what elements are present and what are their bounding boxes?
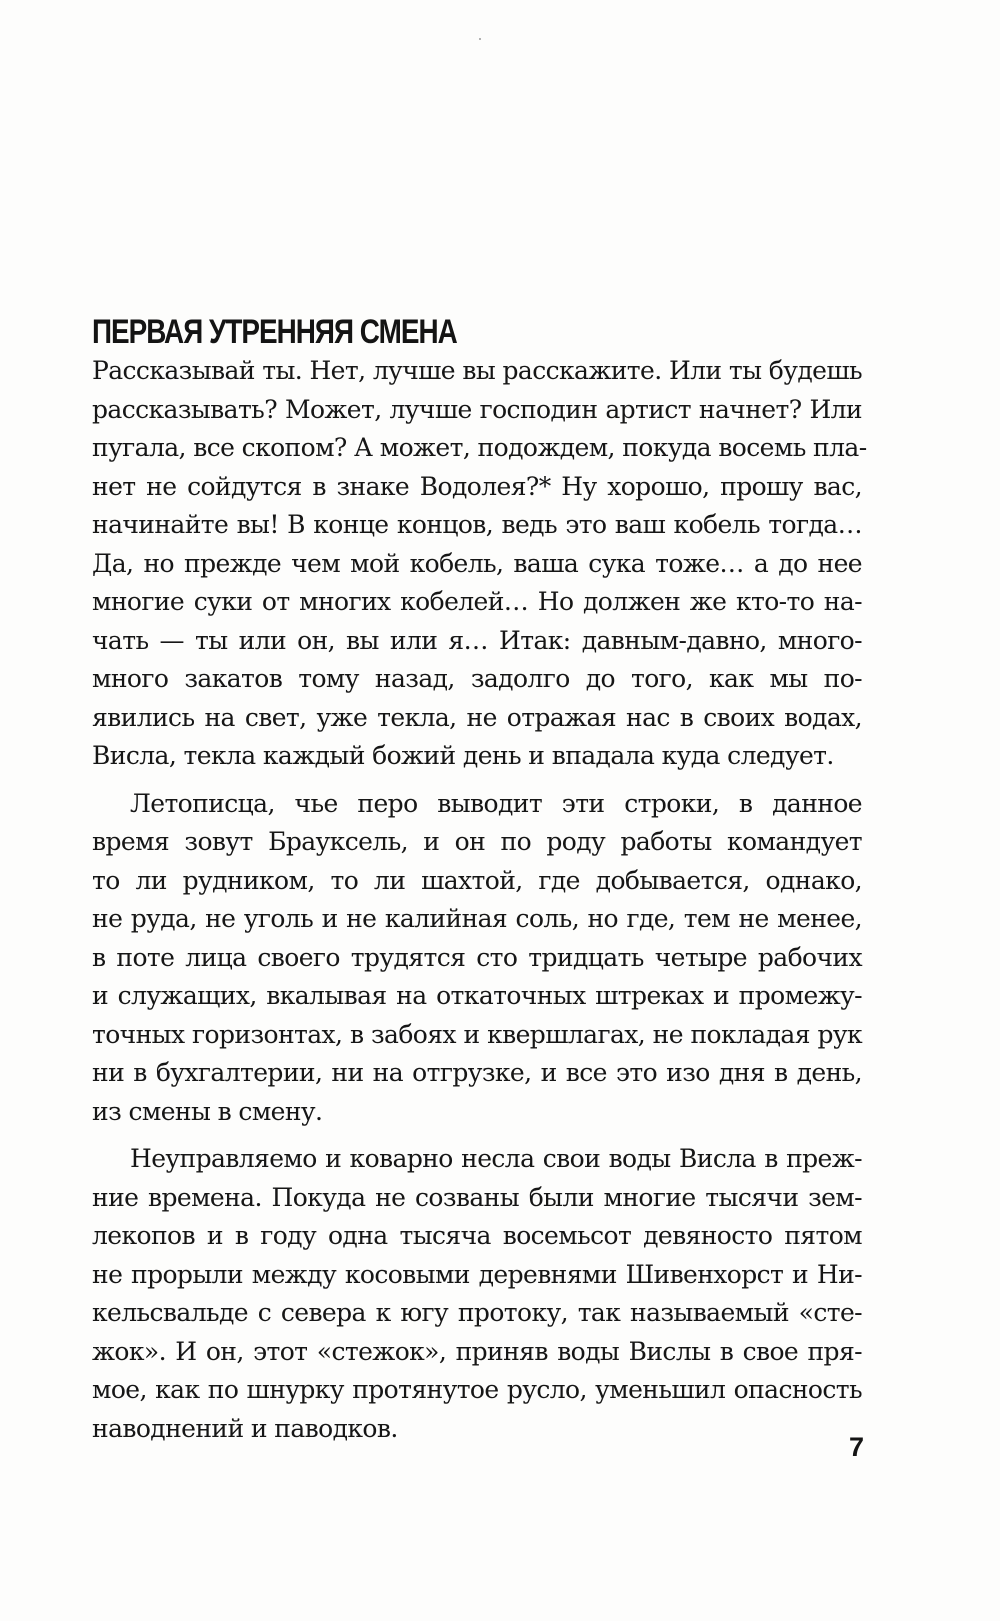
text-line: чать — ты или он, вы или я… Итак: давным-давно, много- [92,625,862,655]
page-number: 7 [849,1432,865,1462]
text-line: жок». И он, этот «стежок», приняв воды Вислы в свое пря- [92,1336,862,1366]
text-line: рассказывать? Может, лучше господин артист начнет? Или [92,394,862,424]
text-line: Да, но прежде чем мой кобель, ваша сука тоже… а до нее [92,548,862,578]
paragraph-2 [92,785,862,1132]
text-line: и служащих, вкалывая на откаточных штреках и промежу- [92,981,862,1010]
text-line: Рассказывай ты. Нет, лучше вы расскажите. Или ты будешь [92,356,862,385]
text-line: многие суки от многих кобелей… Но должен же кто-то на- [92,587,862,616]
text-line: Неуправляемо и коварно несла свои воды Висла в преж- [130,1144,862,1173]
text-line: много закатов тому назад, задолго до того, как мы по- [92,664,862,693]
text-line: точных горизонтах, в забоях и квершлагах, не покладая рук [92,1019,862,1049]
scan-speck [479,38,481,40]
text-line: лекопов и в году одна тысяча восемьсот девяносто пятом [92,1221,862,1250]
text-line: явились на свет, уже текла, не отражая нас в своих водах, [92,702,862,732]
text-line: то ли рудником, то ли шахтой, где добывается, однако, [92,865,862,895]
text-line: мое, как по шнурку протянутое русло, уменьшил опасность [92,1375,862,1404]
text-line: из смены в смену. [92,1096,323,1126]
text-line: нет не сойдутся в знаке Водолея?* Ну хорошо, прошу вас, [92,471,862,501]
paragraph-gap [92,1131,862,1140]
text-line: Висла, текла каждый божий день и впадала куда следует. [92,741,834,770]
text-line: не руда, не уголь и не калийная соль, но где, тем не менее, [92,904,862,933]
paragraph-gap [92,776,862,785]
chapter-heading: ПЕРВАЯ УТРЕННЯЯ СМЕНА [92,313,457,351]
text-line: кельсвальде с севера к югу протоку, так называемый «сте- [92,1298,862,1327]
paragraph-3 [92,1140,862,1448]
text-line: в поте лица своего трудятся сто тридцать четыре рабочих [92,942,862,972]
text-line: начинайте вы! В конце концов, ведь это ваш кобель тогда… [92,510,862,539]
chapter-body [92,352,867,1448]
text-line: ние времена. Покуда не созваны были многие тысячи зем- [92,1182,862,1212]
text-line: ни в бухгалтерии, ни на отгрузке, и все это изо дня в день, [92,1058,862,1087]
paragraph-1 [92,352,867,776]
text-line: время зовут Брауксель, и он по роду работы командует [92,827,862,856]
text-line: Летописца, чье перо выводит эти строки, в данное [130,788,862,818]
text-line: пугала, все скопом? А может, подождем, покуда восемь пла- [92,433,867,462]
text-line: наводнений и паводков. [92,1413,398,1443]
text-line: не прорыли между косовыми деревнями Шивенхорст и Ни- [92,1259,862,1289]
